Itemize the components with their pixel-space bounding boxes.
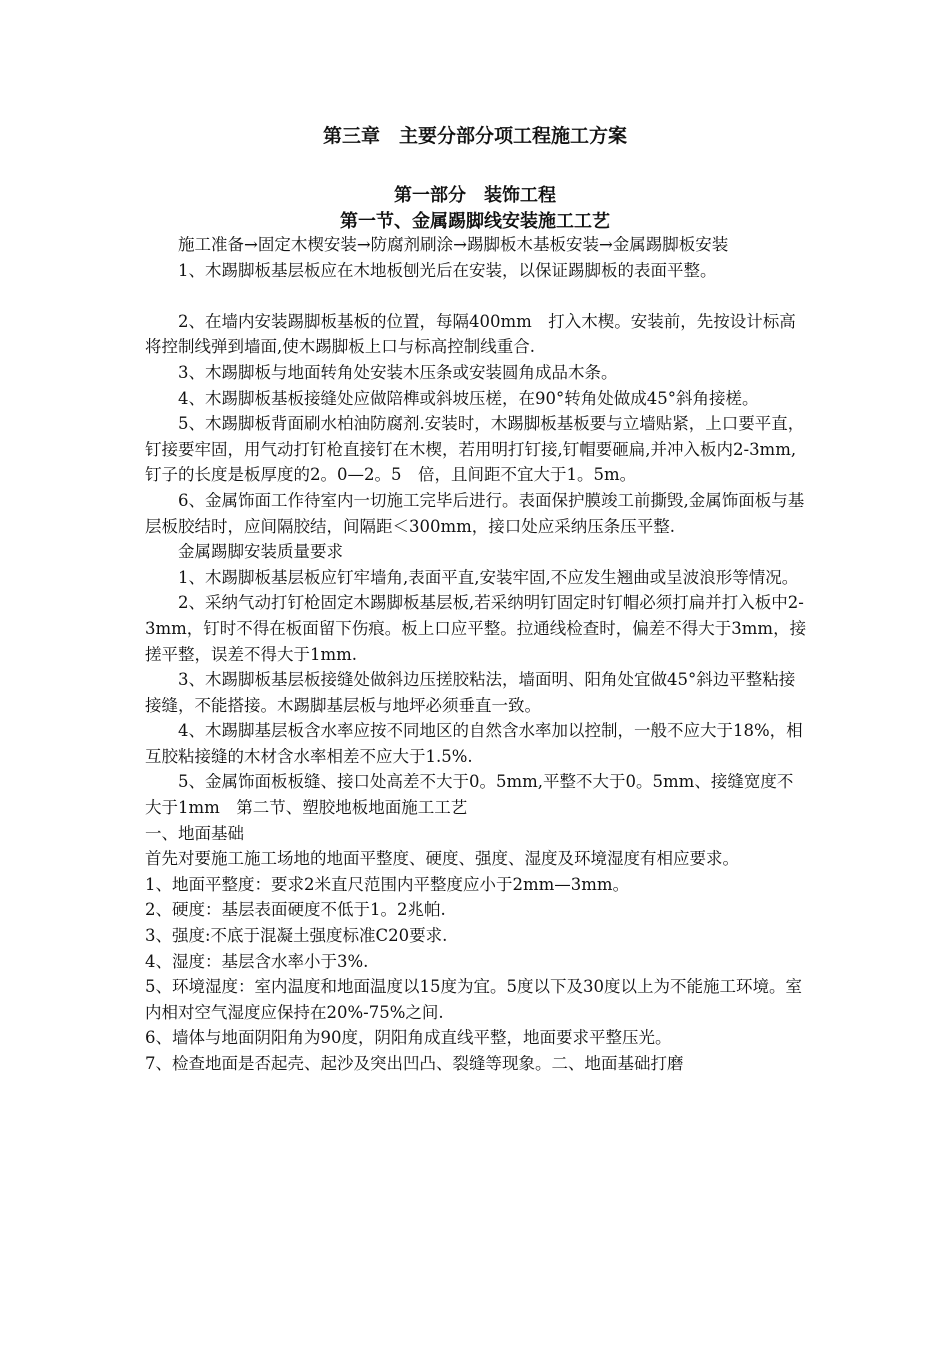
document-body: [145, 232, 809, 1077]
paragraph-ground-1: 1、地面平整度：要求2米直尺范围内平整度应小于2mm—3mm。: [145, 874, 630, 894]
paragraph-step-5: 5、木踢脚板背面刷水柏油防腐剂.安装时，木踢脚板基板要与立墙贴紧，上口要平直，钉接要牢固，用气动打钉枪直接钉在木楔，若用明打钉接,钉帽要砸扁,并冲入板内2-3mm,钉子的长度是板厚度的2。0—2。5 倍，且间距不宜大于1。5m。: [145, 414, 805, 485]
paragraph-ground-3: 3、强度:不底于混凝土强度标准C20要求.: [145, 926, 448, 946]
paragraph-ground-4: 4、湿度：基层含水率小于3%.: [145, 951, 369, 971]
paragraph-step-3: 3、木踢脚板与地面转角处安装木压条或安装圆角成品木条。: [178, 362, 618, 382]
paragraph-step-2: 2、在墙内安装踢脚板基板的位置，每隔400mm 打入木楔。安装前，先按设计标高将控制线弹到墙面,使木踢脚板上口与标高控制线重合.: [145, 311, 796, 357]
paragraph-ground-base-heading: 一、地面基础: [145, 823, 244, 843]
paragraph-ground-7: 7、检查地面是否起壳、起沙及突出凹凸、裂缝等现象。二、地面基础打磨: [145, 1054, 684, 1073]
paragraph-ground-2: 2、硬度：基层表面硬度不低于1。2兆帕.: [145, 900, 446, 920]
paragraph-quality-1: 1、木踢脚板基层板应钉牢墙角,表面平直,安装牢固,不应发生翘曲或呈波浪形等情况。: [178, 567, 799, 587]
paragraph-quality-3: 3、木踢脚板基层板接缝处做斜边压搓胶粘法，墙面明、阳角处宜做45°斜边平整粘接接缝，不能搭接。木踢脚基层板与地坪必须垂直一致。: [145, 670, 796, 715]
paragraph-step-4: 4、木踢脚板基板接缝处应做陪榫或斜坡压槎，在90°转角处做成45°斜角接槎。: [178, 388, 759, 408]
chapter-title: 第三章 主要分部分项工程施工方案: [322, 125, 627, 147]
section-title: 第一节、金属踢脚线安装施工工艺: [340, 211, 610, 232]
paragraph-quality-heading: 金属踢脚安装质量要求: [178, 542, 343, 562]
paragraph-process-flow: 施工准备→固定木楔安装→防腐剂刷涂→踢脚板木基板安装→金属踢脚板安装: [178, 235, 729, 254]
paragraph-step-6: 6、金属饰面工作待室内一切施工完毕后进行。表面保护膜竣工前撕毁,金属饰面板与基层板胶结时，应间隔胶结，间隔距＜300mm，接口处应采纳压条压平整.: [145, 490, 805, 536]
paragraph-quality-4: 4、木踢脚基层板含水率应按不同地区的自然含水率加以控制，一般不应大于18%，相互胶粘接缝的木材含水率相差不应大于1.5%.: [145, 721, 803, 766]
paragraph-ground-base-intro: 首先对要施工施工场地的地面平整度、硬度、强度、湿度及环境湿度有相应要求。: [145, 849, 739, 869]
paragraph-step-1: 1、木踢脚板基层板应在木地板刨光后在安装，以保证踢脚板的表面平整。: [178, 260, 717, 280]
part-title: 第一部分 装饰工程: [394, 185, 556, 206]
paragraph-quality-5: 5、金属饰面板板缝、接口处高差不大于0。5mm,平整不大于0。5mm、接缝宽度不大于1mm 第二节、塑胶地板地面施工工艺: [145, 772, 794, 818]
paragraph-ground-6: 6、墙体与地面阴阳角为90度，阴阳角成直线平整，地面要求平整压光。: [145, 1028, 672, 1048]
paragraph-quality-2: 2、采纳气动打钉枪固定木踢脚板基层板,若采纳明钉固定时钉帽必须打扁并打入板中2-3mm，钉时不得在板面留下伤痕。板上口应平整。拉通线检查时，偏差不得大于3mm，接搓平整，误差不得大于1mm.: [145, 593, 807, 664]
paragraph-ground-5: 5、环境湿度：室内温度和地面温度以15度为宜。5度以下及30度以上为不能施工环境。室内相对空气湿度应保持在20%-75%之间.: [145, 977, 802, 1022]
